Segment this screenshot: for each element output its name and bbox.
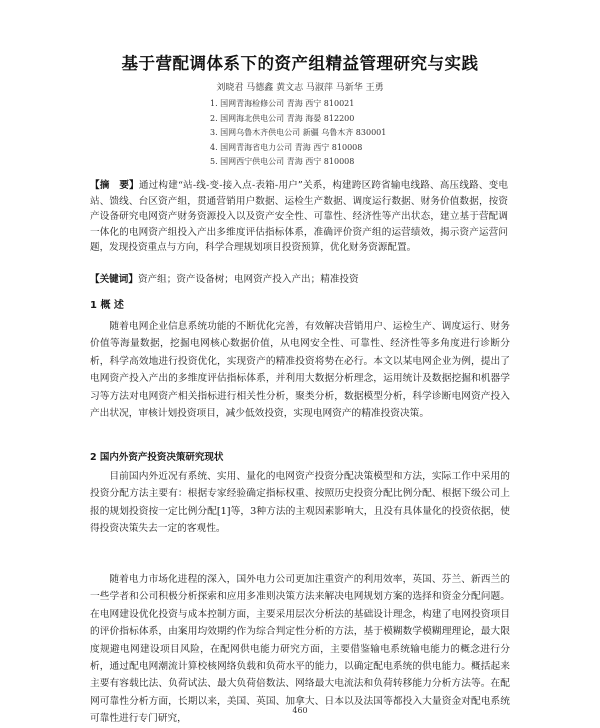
abstract-text: 通过构建“站-线-变-接入点-表箱-用户”关系，构建跨区跨省输电线路、高压线路、变电站、馈线、台区资产组，贯通营销用户数据、运检生产数据、调度运行数据、财务价值数据，按资产设备研究电网资产财务资源投入以及资产安全性、可靠性、经济性等产出状态，建立基于营配调一体化的电网资产组投入产出多维度评估指标体系，准确评价资产组的运营绩效，揭示资产运营问题，发现投资重点与方向，科学合理规划项目投资预算，优化财务资源配置。 [90, 180, 508, 254]
section-2-paragraph-2: 随着电力市场化进程的深入，国外电力公司更加注重资产的利用效率，英国、芬兰、新西兰的一些学者和公司积极分析探索和应用多准则决策方法来解决电网规划方案的选择和资金分配问题。在电网建设优化投资与成本控制方面，主要采用层次分析法的基础设计理念，构建了电网投资项目的评价指标体系，由案用均效期约作为综合判定性分析的方法，基于模糊数学模糊理理论，最大限度规避电网建设项目风险，在配网供电能力研究方面，主要借鉴输电系统输电能力的概念进行分析，通过配电网潮流计算校核网络负载和负荷水平的能力，以确定配电系统的供电能力。概括起来主要有容载比法、负荷试法、最大负荷倍数法、网络最大电流法和负荷转移能力分析方法等。在配网可靠性分析方面，长期以来，美国、英国、加拿大、日本以及法国等都投入大量资金对配电系统可靠性进行专门研究， [90, 574, 510, 725]
section-2-paragraph-1: 目前国内外近况有系统、实用、量化的电网资产投资分配决策模型和方法，实际工作中采用的投资分配方法主要有：根据专家经验确定指标权重、按照历史投资分配比例分配、根据下级公司上报的规划投资按一定比例分配[1]等，3种方法的主观因素影响大，且没有具体量化的投资依据，使得投资决策失去一定的客观性。 [90, 471, 510, 535]
affiliation-item: 1. 国网青海检修公司 青海 西宁 810021 [210, 99, 355, 108]
keywords-label: 【关键词】 [90, 274, 138, 285]
affiliation-item: 3. 国网乌鲁木齐供电公司 新疆 乌鲁木齐 830001 [210, 128, 387, 138]
section-1-paragraph: 随着电网企业信息系统功能的不断优化完善，有效解决营销用户、运检生产、调度运行、财务价值等海量数据，挖掘电网核心数据价值，从电网安全性、可靠性、经济性等多角度进行诊断分析，科学高效地进行投资优化，实现资产的精准投资将势在必行。本文以某电网企业为例，提出了电网资产投入产出的多维度评估指标体系，并利用大数据分析理念，运用统计及数据挖掘和机器学习等方法对电网资产相关指标进行相关性分析，聚类分析，数据模型分析，科学诊断电网资产投入产出状况，审核计划投资项目，减少低效投资，实现电网资产的精准投资决策。 [90, 321, 510, 420]
affiliation-item: 2. 国网海北供电公司 青海 海晏 812200 [210, 113, 355, 123]
section-1-heading: 1 概 述 [90, 300, 124, 311]
abstract [90, 178, 508, 256]
keywords-text: 资产组；资产设备树；电网资产投入产出；精准投资 [137, 274, 359, 285]
page-number: 460 [292, 706, 308, 715]
section-2-heading: 2 国内外资产投资决策研究现状 [90, 452, 224, 463]
paper-title: 基于营配调体系下的资产组精益管理研究与实践 [121, 54, 479, 73]
author-list: 刘晓君 马德鑫 黄文志 马淑萍 马新华 王勇 [216, 83, 384, 93]
affiliation-list [210, 97, 540, 170]
abstract-label: 【摘 要】 [90, 180, 139, 191]
keywords [90, 273, 508, 287]
affiliation-item: 4. 国网青海省电力公司 青海 西宁 810008 [210, 142, 363, 152]
affiliation-item: 5. 国网西宁供电公司 青海 西宁 810008 [210, 157, 355, 167]
